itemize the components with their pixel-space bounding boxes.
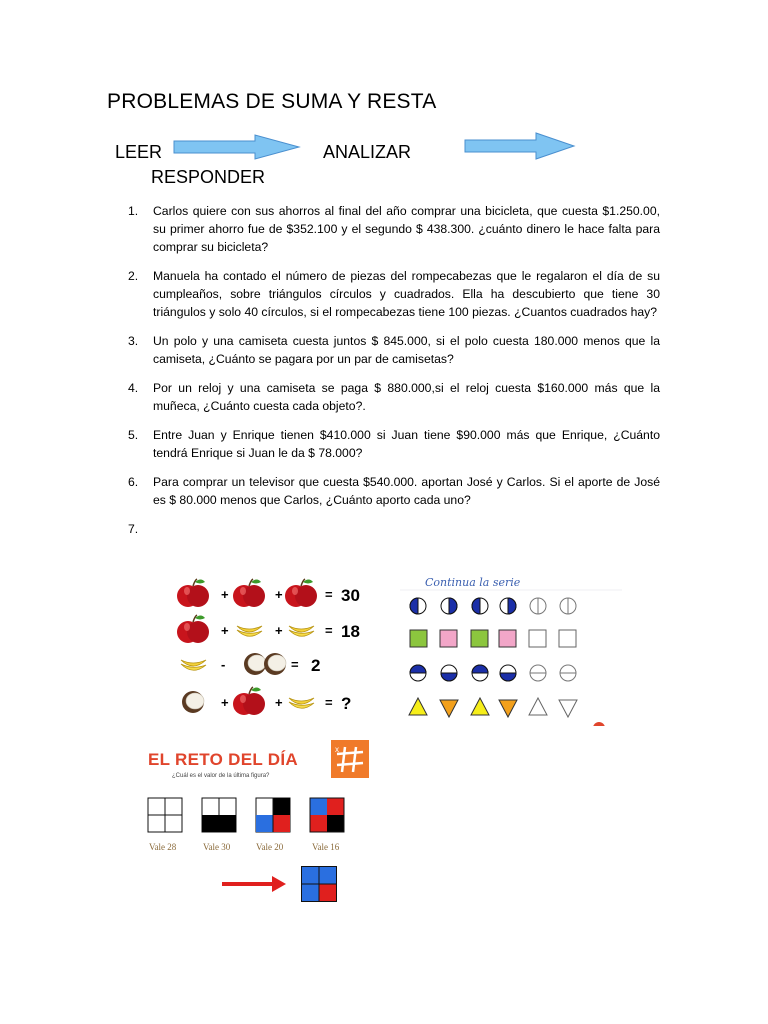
arrow-right-icon bbox=[220, 874, 290, 894]
equals-symbol: = bbox=[291, 657, 299, 672]
svg-text:x: x bbox=[335, 745, 339, 754]
equals-symbol: = bbox=[325, 587, 333, 602]
value-label: Vale 30 bbox=[203, 842, 231, 852]
value-label: Vale 20 bbox=[256, 842, 284, 852]
equals-symbol: = bbox=[325, 695, 333, 710]
banana-icon bbox=[289, 626, 314, 636]
apple-icon bbox=[177, 579, 209, 607]
reto-title: EL RETO DEL DÍA bbox=[148, 750, 298, 769]
series-title: Continua la serie bbox=[425, 576, 521, 589]
operator-symbol: - bbox=[221, 657, 226, 672]
operator-symbol: + bbox=[221, 623, 229, 638]
problem-item: 2. Manuela ha contado el número de piezas del rompecabezas que le regalaron el día de su cumpleaños, sobre triángulos círculos y cuadrados. Ella ha descubierto que tiene 30 triángulos y solo 40 círculos, si el rompecabezas tiene 100 piezas. ¿Cuantos cuadrados hay? bbox=[128, 269, 660, 319]
coconut-icon bbox=[182, 691, 204, 713]
problem-list: 1. Carlos quiere con sus ahorros al final del año comprar una bicicleta, que cuesta $1.250.00, su primer ahorro fue de $352.100 y el segundo $ 438.300. ¿cuánto dinero le hace falta para comprar su bicicleta? 2. Manuela ha contado el número de piezas del rompecabezas que le regalaron el día de su cumpleaños, sobre triángulos círculos y cuadrados. Ella ha descubierto que tiene 30 triángulos y solo 40 círculos, si el rompecabezas tiene 100 piezas. ¿Cuantos cuadrados hay? 3. Un polo y una camiseta cuesta juntos $ 845.000, si el polo cuesta 180.000 menos que la camiseta, ¿Cuánto se pagara por un par de camisetas? 4. Por un reloj y una camiseta se paga $ 880.000,si el reloj cuesta $160.000 más que la muñeca, ¿Cuánto cuesta cada objeto?. 5. Entre Juan y Enrique tienen $410.000 si Juan tiene $90.000 más que Enrique, ¿Cuánto tendrá Enrique si Juan le da $ 78.000? 6. Para comprar un televisor que cuesta $540.000. aportan José y Carlos. Si el aporte de José es $ 80.000 menos que Carlos, ¿Cuánto aporto cada uno? 7. bbox=[128, 204, 660, 536]
equals-symbol: = bbox=[325, 623, 333, 638]
question-figure bbox=[301, 866, 337, 902]
value-label: Vale 28 bbox=[149, 842, 177, 852]
problem-item: 3. Un polo y una camiseta cuesta juntos $ 845.000, si el polo cuesta 180.000 menos que la camiseta, ¿Cuánto se pagara por un par de camisetas? bbox=[128, 334, 660, 366]
operator-symbol: + bbox=[221, 587, 229, 602]
coconut-icon bbox=[264, 653, 286, 675]
step-analizar: ANALIZAR bbox=[323, 142, 412, 162]
problem-item: 5. Entre Juan y Enrique tienen $410.000 si Juan tiene $90.000 más que Enrique, ¿Cuánto tendrá Enrique si Juan le da $ 78.000? bbox=[128, 428, 660, 460]
result-value: 30 bbox=[341, 586, 360, 605]
apple-icon bbox=[285, 579, 317, 607]
fruit-row bbox=[177, 615, 360, 643]
arrow-right-icon bbox=[464, 132, 576, 160]
operator-symbol: + bbox=[221, 695, 229, 710]
banana-icon bbox=[181, 660, 206, 670]
page-title: PROBLEMAS DE SUMA Y RESTA bbox=[107, 90, 437, 113]
fruit-row bbox=[182, 687, 351, 715]
problem-item: 1. Carlos quiere con sus ahorros al final del año comprar una bicicleta, que cuesta $1.250.00, su primer ahorro fue de $352.100 y el segundo $ 438.300. ¿cuánto dinero le hace falta para comprar su bicicleta? bbox=[128, 204, 660, 254]
step-leer: LEER bbox=[115, 142, 163, 162]
problem-item: 4. Por un reloj y una camiseta se paga $ 880.000,si el reloj cuesta $160.000 más que la muñeca, ¿Cuánto cuesta cada objeto?. bbox=[128, 381, 660, 413]
reto-subtitle: ¿Cuál es el valor de la última figura? bbox=[172, 773, 270, 779]
result-value: ? bbox=[341, 694, 352, 713]
apple-icon bbox=[233, 687, 265, 715]
result-value: 18 bbox=[341, 622, 360, 641]
problem-item: 6. Para comprar un televisor que cuesta $540.000. aportan José y Carlos. Si el aporte de José es $ 80.000 menos que Carlos, ¿Cuánto aporto cada uno? bbox=[128, 475, 660, 507]
apple-icon bbox=[233, 579, 265, 607]
operator-symbol: + bbox=[275, 695, 283, 710]
apple-icon bbox=[177, 615, 209, 643]
fruit-row bbox=[181, 653, 320, 675]
operator-symbol: + bbox=[275, 587, 283, 602]
value-label: Vale 16 bbox=[312, 842, 340, 852]
arrow-right-icon bbox=[173, 134, 301, 160]
step-responder: RESPONDER bbox=[151, 167, 266, 187]
banana-icon bbox=[289, 698, 314, 708]
tic-tac-toe-icon bbox=[331, 740, 369, 778]
operator-symbol: + bbox=[275, 623, 283, 638]
fruit-row bbox=[177, 579, 360, 607]
series-puzzle bbox=[400, 568, 622, 726]
banana-icon bbox=[237, 626, 262, 636]
result-value: 2 bbox=[311, 656, 321, 675]
fruit-puzzle bbox=[153, 568, 398, 725]
reto-figures bbox=[146, 796, 352, 836]
coconut-icon bbox=[244, 653, 266, 675]
